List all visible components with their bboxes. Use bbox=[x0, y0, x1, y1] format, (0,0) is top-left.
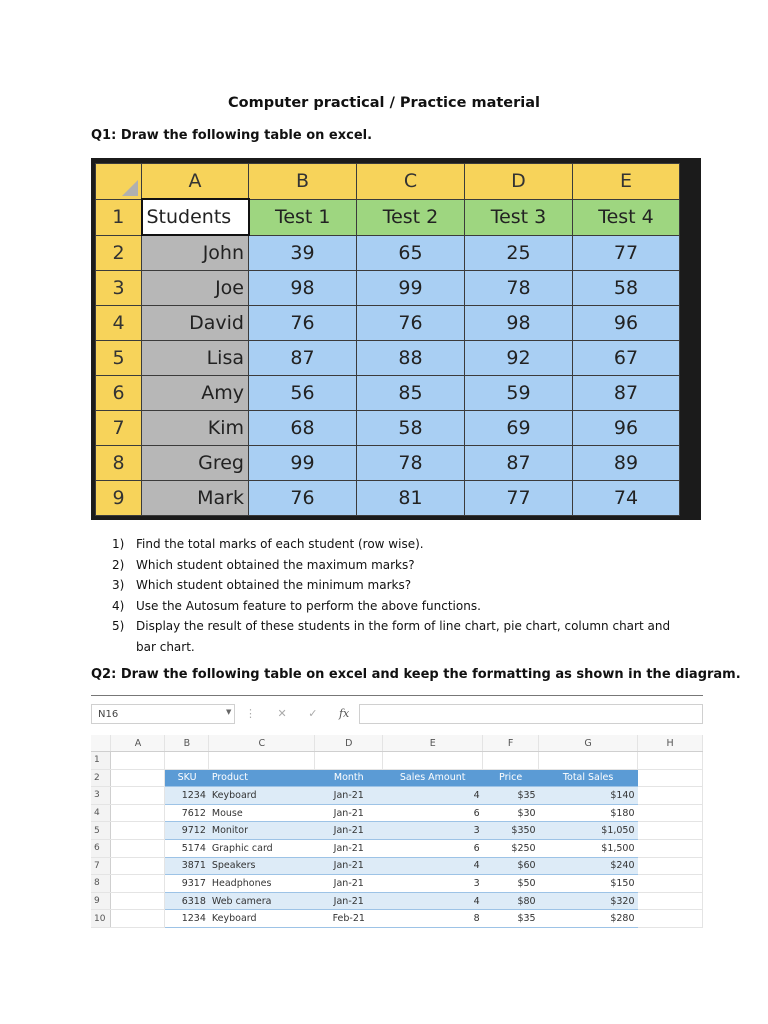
mark-cell[interactable]: 89 bbox=[573, 446, 680, 481]
list-item-number: 2) bbox=[112, 557, 125, 572]
mark-cell[interactable]: 74 bbox=[573, 481, 680, 516]
cell[interactable] bbox=[111, 769, 165, 787]
student-name-cell[interactable]: Kim bbox=[142, 411, 249, 446]
mark-cell[interactable]: 87 bbox=[249, 341, 357, 376]
cell[interactable] bbox=[111, 839, 165, 857]
q1-heading: Q1: Draw the following table on excel. bbox=[91, 128, 373, 143]
row-header[interactable]: 9 bbox=[96, 481, 142, 516]
mark-cell[interactable]: 85 bbox=[357, 376, 465, 411]
table-row bbox=[96, 481, 680, 516]
cell[interactable]: Speakers bbox=[209, 857, 315, 875]
mark-cell[interactable]: 59 bbox=[465, 376, 573, 411]
table-row bbox=[91, 822, 703, 840]
insert-function-icon[interactable]: fx bbox=[338, 707, 350, 720]
list-item-text: Find the total marks of each student (row wise). bbox=[136, 537, 424, 551]
cell[interactable]: Headphones bbox=[209, 875, 315, 893]
mark-cell[interactable]: 87 bbox=[573, 376, 680, 411]
student-name-cell[interactable]: John bbox=[142, 235, 249, 271]
list-item-text: Display the result of these students in the form of line chart, pie chart, column chart and bar chart. bbox=[136, 619, 671, 654]
row-header[interactable]: 6 bbox=[91, 839, 111, 857]
student-name-cell[interactable]: Greg bbox=[142, 446, 249, 481]
cell[interactable]: 5174 bbox=[165, 839, 209, 857]
select-all-corner[interactable] bbox=[96, 164, 142, 200]
row-header[interactable]: 4 bbox=[96, 306, 142, 341]
student-name-cell[interactable]: Joe bbox=[142, 271, 249, 306]
list-item bbox=[112, 616, 692, 657]
q1-spreadsheet-image bbox=[91, 158, 701, 520]
column-header[interactable]: E bbox=[573, 164, 680, 200]
table-row bbox=[91, 910, 703, 928]
mark-cell[interactable]: 58 bbox=[357, 411, 465, 446]
q2-spreadsheet-image bbox=[91, 695, 703, 928]
list-item bbox=[112, 534, 692, 555]
column-header-row bbox=[96, 164, 680, 200]
table-header-cell[interactable]: Test 2 bbox=[357, 199, 465, 235]
table-row bbox=[96, 306, 680, 341]
list-item-number: 3) bbox=[112, 578, 125, 592]
chevron-down-icon[interactable]: ▼ bbox=[226, 708, 232, 716]
cell[interactable] bbox=[638, 769, 703, 787]
table-row bbox=[96, 271, 680, 306]
cancel-icon[interactable]: ✕ bbox=[277, 707, 287, 720]
cell[interactable] bbox=[111, 892, 165, 910]
cell[interactable]: 9317 bbox=[165, 875, 209, 893]
cell[interactable]: 7612 bbox=[165, 804, 209, 822]
formula-input[interactable] bbox=[359, 704, 703, 724]
mark-cell[interactable]: 98 bbox=[465, 306, 573, 341]
more-options-icon: ⋮ bbox=[245, 707, 256, 720]
table-row bbox=[96, 199, 680, 235]
table-row bbox=[91, 787, 703, 805]
table-header-cell[interactable]: Test 3 bbox=[465, 199, 573, 235]
table-row bbox=[91, 857, 703, 875]
cell[interactable] bbox=[638, 910, 703, 928]
list-item-number: 1) bbox=[112, 537, 125, 551]
cell[interactable]: Feb-21 bbox=[315, 910, 383, 928]
q2-heading: Q2: Draw the following table on excel and keep the formatting as shown in the diagram. bbox=[91, 667, 741, 682]
cell[interactable]: 3 bbox=[383, 822, 483, 840]
table-header-cell[interactable]: Product bbox=[209, 769, 315, 787]
cell[interactable]: 4 bbox=[383, 787, 483, 805]
column-header[interactable]: G bbox=[539, 735, 638, 752]
cell[interactable] bbox=[111, 752, 165, 770]
cell[interactable]: Jan-21 bbox=[315, 839, 383, 857]
column-header[interactable]: C bbox=[357, 164, 465, 200]
mark-cell[interactable]: 87 bbox=[465, 446, 573, 481]
cell[interactable] bbox=[638, 875, 703, 893]
mark-cell[interactable]: 98 bbox=[249, 271, 357, 306]
column-header[interactable]: B bbox=[249, 164, 357, 200]
list-item bbox=[112, 555, 692, 576]
student-name-cell[interactable]: Lisa bbox=[142, 341, 249, 376]
q2-sales-table bbox=[91, 735, 703, 928]
mark-cell[interactable]: 68 bbox=[249, 411, 357, 446]
row-header[interactable]: 9 bbox=[91, 892, 111, 910]
table-header-cell[interactable]: SKU bbox=[165, 769, 209, 787]
row-header[interactable]: 2 bbox=[96, 235, 142, 271]
table-row bbox=[91, 769, 703, 787]
mark-cell[interactable]: 96 bbox=[573, 306, 680, 341]
cell[interactable]: $240 bbox=[539, 857, 638, 875]
column-header[interactable]: D bbox=[315, 735, 383, 752]
cell[interactable] bbox=[111, 875, 165, 893]
cell[interactable]: 1234 bbox=[165, 787, 209, 805]
cell[interactable] bbox=[638, 822, 703, 840]
row-header[interactable]: 3 bbox=[96, 271, 142, 306]
student-name-cell[interactable]: David bbox=[142, 306, 249, 341]
row-header[interactable]: 5 bbox=[91, 822, 111, 840]
table-row bbox=[91, 804, 703, 822]
row-header[interactable]: 2 bbox=[91, 769, 111, 787]
cell[interactable] bbox=[111, 804, 165, 822]
mark-cell[interactable]: 76 bbox=[249, 481, 357, 516]
table-header-cell[interactable]: Price bbox=[483, 769, 539, 787]
table-row bbox=[91, 839, 703, 857]
table-row bbox=[96, 341, 680, 376]
cell[interactable]: 6 bbox=[383, 839, 483, 857]
mark-cell[interactable]: 99 bbox=[357, 271, 465, 306]
mark-cell[interactable]: 56 bbox=[249, 376, 357, 411]
cell[interactable] bbox=[111, 787, 165, 805]
cell[interactable]: Mouse bbox=[209, 804, 315, 822]
mark-cell[interactable]: 81 bbox=[357, 481, 465, 516]
document-title: Computer practical / Practice material bbox=[227, 95, 540, 111]
cell[interactable] bbox=[111, 822, 165, 840]
cell[interactable] bbox=[111, 910, 165, 928]
row-header[interactable]: 8 bbox=[91, 875, 111, 893]
cell[interactable]: 6318 bbox=[165, 892, 209, 910]
cell[interactable]: Jan-21 bbox=[315, 787, 383, 805]
cell[interactable]: 1234 bbox=[165, 910, 209, 928]
select-all-corner[interactable] bbox=[91, 735, 111, 752]
cell[interactable]: Keyboard bbox=[209, 910, 315, 928]
cell[interactable]: Jan-21 bbox=[315, 892, 383, 910]
column-header[interactable]: A bbox=[111, 735, 165, 752]
cell[interactable]: 3871 bbox=[165, 857, 209, 875]
cell[interactable] bbox=[638, 787, 703, 805]
mark-cell[interactable]: 67 bbox=[573, 341, 680, 376]
q1-student-marks-table bbox=[95, 163, 680, 516]
formula-bar bbox=[91, 704, 703, 726]
table-header-cell[interactable]: Test 1 bbox=[249, 199, 357, 235]
mark-cell[interactable]: 76 bbox=[357, 306, 465, 341]
cell[interactable]: 8 bbox=[383, 910, 483, 928]
cell[interactable]: 4 bbox=[383, 857, 483, 875]
cell[interactable]: Jan-21 bbox=[315, 804, 383, 822]
cell[interactable]: $35 bbox=[483, 910, 539, 928]
table-header-cell[interactable]: Sales Amount bbox=[383, 769, 483, 787]
mark-cell[interactable]: 58 bbox=[573, 271, 680, 306]
cell[interactable] bbox=[638, 857, 703, 875]
cell[interactable] bbox=[315, 752, 383, 770]
list-item-text: Which student obtained the minimum marks? bbox=[136, 578, 412, 592]
cell[interactable] bbox=[638, 892, 703, 910]
list-item-text: Use the Autosum feature to perform the above functions. bbox=[136, 598, 481, 613]
cell[interactable]: $180 bbox=[539, 804, 638, 822]
column-header[interactable]: H bbox=[638, 735, 703, 752]
list-item-number: 5) bbox=[112, 619, 125, 633]
mark-cell[interactable]: 96 bbox=[573, 411, 680, 446]
cell[interactable]: 4 bbox=[383, 892, 483, 910]
cell[interactable]: Graphic card bbox=[209, 839, 315, 857]
cell[interactable]: $280 bbox=[539, 910, 638, 928]
column-header[interactable]: A bbox=[142, 164, 249, 200]
cell[interactable] bbox=[209, 752, 315, 770]
cell[interactable]: $1,500 bbox=[539, 839, 638, 857]
list-item bbox=[112, 596, 692, 617]
cell[interactable]: Jan-21 bbox=[315, 857, 383, 875]
cell[interactable]: 3 bbox=[383, 875, 483, 893]
cell[interactable]: Web camera bbox=[209, 892, 315, 910]
cell[interactable] bbox=[638, 839, 703, 857]
cell[interactable]: $350 bbox=[483, 822, 539, 840]
table-header-cell[interactable]: Month bbox=[315, 769, 383, 787]
cell[interactable]: $1,050 bbox=[539, 822, 638, 840]
cell[interactable]: $60 bbox=[483, 857, 539, 875]
table-header-cell[interactable]: Total Sales bbox=[539, 769, 638, 787]
cell[interactable] bbox=[483, 752, 539, 770]
table-header-cell[interactable]: Test 4 bbox=[573, 199, 680, 235]
student-name-cell[interactable]: Amy bbox=[142, 376, 249, 411]
mark-cell[interactable]: 69 bbox=[465, 411, 573, 446]
cell[interactable]: 6 bbox=[383, 804, 483, 822]
mark-cell[interactable]: 78 bbox=[357, 446, 465, 481]
row-header[interactable]: 5 bbox=[96, 341, 142, 376]
mark-cell[interactable]: 88 bbox=[357, 341, 465, 376]
cell[interactable] bbox=[638, 752, 703, 770]
table-row bbox=[96, 376, 680, 411]
cell[interactable] bbox=[383, 752, 483, 770]
list-item-text: Which student obtained the maximum marks? bbox=[136, 557, 415, 572]
mark-cell[interactable]: 92 bbox=[465, 341, 573, 376]
enter-check-icon[interactable]: ✓ bbox=[308, 707, 318, 720]
mark-cell[interactable]: 76 bbox=[249, 306, 357, 341]
mark-cell[interactable]: 78 bbox=[465, 271, 573, 306]
column-header[interactable]: D bbox=[465, 164, 573, 200]
name-box[interactable]: N16 bbox=[91, 704, 235, 724]
row-header[interactable]: 7 bbox=[96, 411, 142, 446]
cell[interactable] bbox=[111, 857, 165, 875]
table-row bbox=[91, 875, 703, 893]
mark-cell[interactable]: 65 bbox=[357, 235, 465, 271]
row-header[interactable]: 3 bbox=[91, 787, 111, 805]
cell[interactable] bbox=[539, 752, 638, 770]
cell[interactable]: Monitor bbox=[209, 822, 315, 840]
row-header[interactable]: 10 bbox=[91, 910, 111, 928]
row-header[interactable]: 1 bbox=[91, 752, 111, 770]
row-header[interactable]: 1 bbox=[96, 199, 142, 235]
cell[interactable]: $150 bbox=[539, 875, 638, 893]
mark-cell[interactable]: 99 bbox=[249, 446, 357, 481]
column-header[interactable]: F bbox=[483, 735, 539, 752]
cell[interactable]: 9712 bbox=[165, 822, 209, 840]
table-row bbox=[96, 411, 680, 446]
student-name-cell[interactable]: Mark bbox=[142, 481, 249, 516]
table-header-cell[interactable]: Students bbox=[142, 199, 249, 235]
cell[interactable] bbox=[638, 804, 703, 822]
cell[interactable]: $80 bbox=[483, 892, 539, 910]
cell[interactable]: $35 bbox=[483, 787, 539, 805]
row-header[interactable]: 4 bbox=[91, 804, 111, 822]
cell[interactable] bbox=[165, 752, 209, 770]
column-header[interactable]: B bbox=[165, 735, 209, 752]
table-row bbox=[91, 752, 703, 770]
column-header[interactable]: C bbox=[209, 735, 315, 752]
mark-cell[interactable]: 25 bbox=[465, 235, 573, 271]
column-header-row bbox=[91, 735, 703, 752]
table-row bbox=[91, 892, 703, 910]
mark-cell[interactable]: 39 bbox=[249, 235, 357, 271]
row-header[interactable]: 8 bbox=[96, 446, 142, 481]
cell[interactable]: Jan-21 bbox=[315, 822, 383, 840]
list-item-number: 4) bbox=[112, 598, 125, 613]
table-row bbox=[96, 446, 680, 481]
column-header[interactable]: E bbox=[383, 735, 483, 752]
list-item bbox=[112, 575, 692, 596]
cell[interactable]: $30 bbox=[483, 804, 539, 822]
mark-cell[interactable]: 77 bbox=[573, 235, 680, 271]
q1-task-list bbox=[112, 534, 692, 657]
cell[interactable]: $250 bbox=[483, 839, 539, 857]
mark-cell[interactable]: 77 bbox=[465, 481, 573, 516]
cell[interactable]: $140 bbox=[539, 787, 638, 805]
row-header[interactable]: 7 bbox=[91, 857, 111, 875]
table-row bbox=[96, 235, 680, 271]
cell[interactable]: Jan-21 bbox=[315, 875, 383, 893]
row-header[interactable]: 6 bbox=[96, 376, 142, 411]
cell[interactable]: Keyboard bbox=[209, 787, 315, 805]
cell[interactable]: $320 bbox=[539, 892, 638, 910]
cell[interactable]: $50 bbox=[483, 875, 539, 893]
